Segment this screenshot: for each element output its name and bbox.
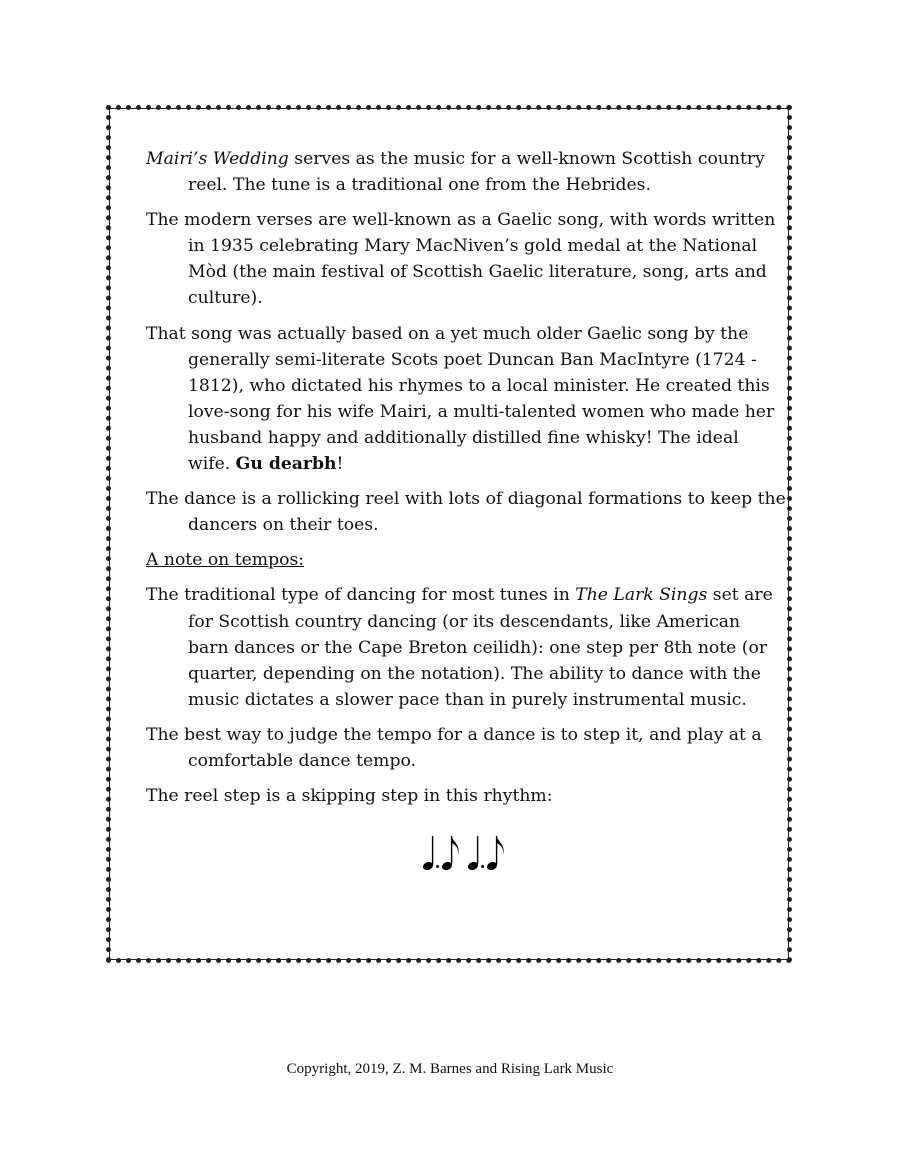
paragraph-modern-verses [146,207,786,311]
paragraph-text: The reel step is a skipping step in this rhythm: [146,786,553,807]
paragraph-text: That song was actually based on a yet much older Gaelic song by the generally semi-literate Scots poet Duncan Ban MacIntyre (1724 - 1812), who dictated his rhymes to a local minister. He created this love-song for his wife Mairi, a multi-talented women who made her husband happy and additionally distilled fine whisky! The ideal wife. [146,323,775,475]
article-body [146,146,786,818]
paragraph-text: set are for Scottish country dancing (or its descendants, like American barn dances or the Cape Breton ceilidh): one step per 8th note (or quarter, depending on the notation). The ability to dance with the music dictates a slower pace than in purely instrumental music. [188,585,773,710]
eighth-note [441,836,459,872]
eighth-note [486,836,504,872]
dotted-quarter-note [467,836,484,872]
paragraph-text: The modern verses are well-known as a Gaelic song, with words written in 1935 celebrating Mary MacNiven’s gold medal at the National Mòd (the main festival of Scottish Gaelic literature, song, arts and culture). [146,210,776,309]
paragraph-text: The best way to judge the tempo for a dance is to step it, and play at a comfortable dance tempo. [146,724,762,771]
paragraph-end: ! [336,454,344,475]
paragraph-text: The traditional type of dancing for most tunes in [146,585,576,606]
collection-title: The Lark Sings [575,585,708,606]
paragraph-text: serves as the music for a well-known Scottish country reel. The tune is a traditional one from the Hebrides. [188,149,765,196]
tune-title: Mairi’s Wedding [146,149,289,169]
paragraph-mairis-wedding [146,146,786,198]
paragraph-dance [146,486,786,538]
reel-rhythm-notation [420,828,520,878]
paragraph-traditional-dancing [146,582,786,712]
gaelic-phrase: Gu dearbh [235,454,337,475]
tempo-heading: A note on tempos: [146,550,305,571]
copyright-notice: Copyright, 2019, Z. M. Barnes and Rising Lark Music [286,1061,614,1077]
dotted-quarter-note [422,836,439,872]
paragraph-reel-step [146,783,786,809]
paragraph-judge-tempo [146,722,786,774]
paragraph-older-song [146,321,786,478]
paragraph-text: The dance is a rollicking reel with lots of diagonal formations to keep the dancers on their toes. [146,489,786,536]
